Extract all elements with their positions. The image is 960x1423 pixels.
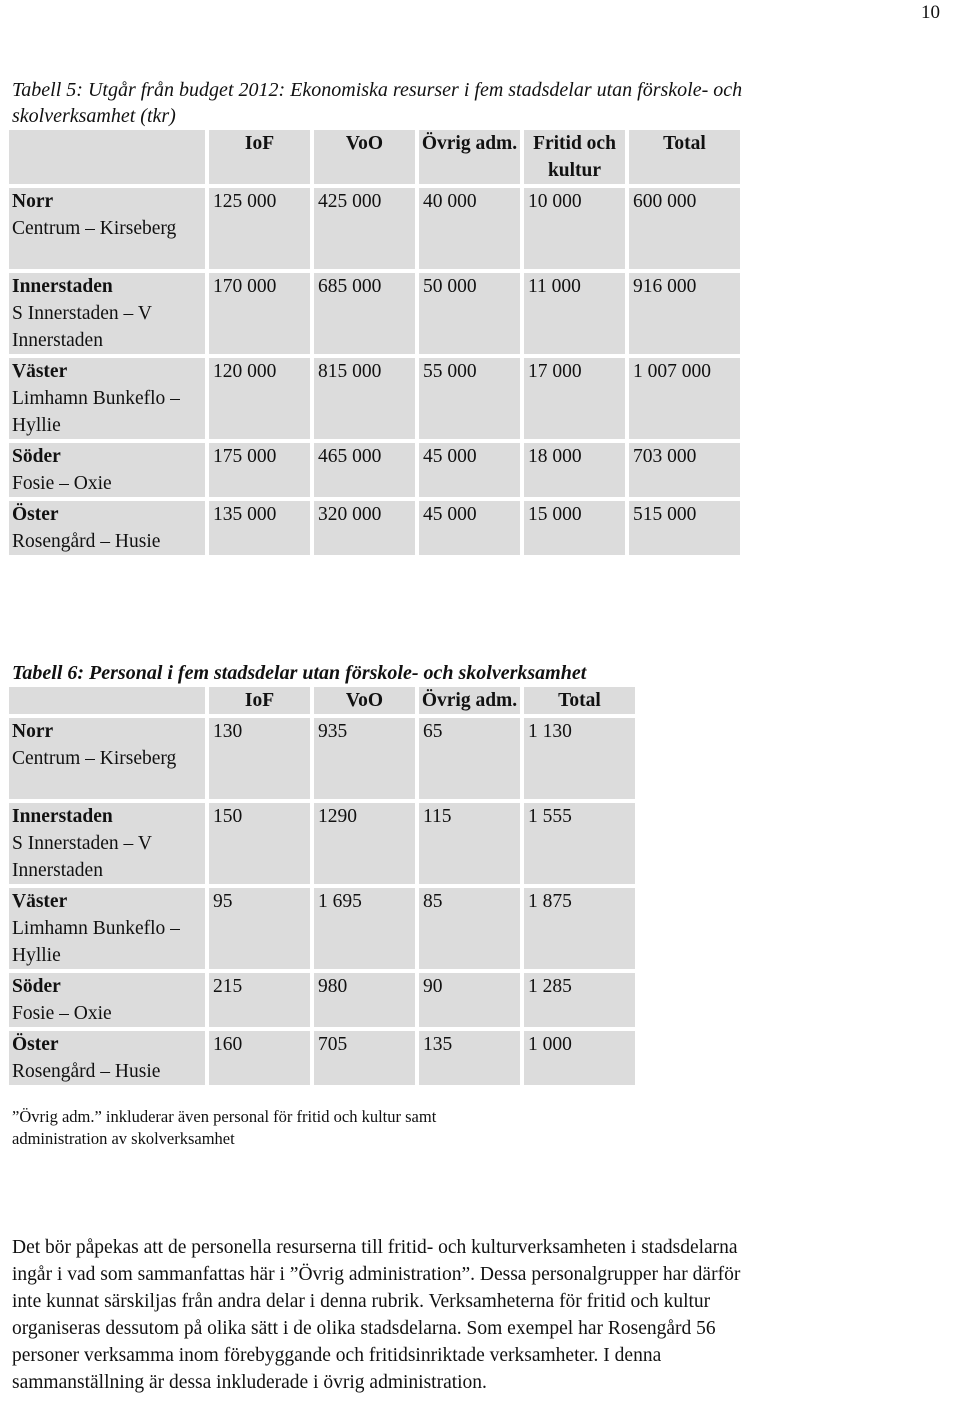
district-name: Söder (12, 976, 61, 997)
row-label (9, 1031, 205, 1085)
table-cell: 17 000 (524, 358, 625, 439)
table-cell: 175 000 (209, 443, 310, 497)
district-areas: Fosie – Oxie (12, 473, 112, 494)
table-row (9, 273, 740, 354)
table6-caption: Tabell 6: Personal i fem stadsdelar utan förskole- och skolverksamhet (12, 662, 587, 684)
table-cell: 50 000 (419, 273, 520, 354)
table-row (9, 888, 635, 969)
table-row (9, 501, 740, 555)
table-cell: 815 000 (314, 358, 415, 439)
table-cell: 1 285 (524, 973, 635, 1027)
table-cell: 1 695 (314, 888, 415, 969)
table-cell: 1 000 (524, 1031, 635, 1085)
table-row (9, 443, 740, 497)
table-cell: 18 000 (524, 443, 625, 497)
district-name: Norr (12, 721, 54, 742)
district-areas: Centrum – Kirseberg (12, 748, 177, 769)
district-name: Väster (12, 891, 68, 912)
table-row (9, 803, 635, 884)
table-cell: 10 000 (524, 188, 625, 269)
table-cell: 95 (209, 888, 310, 969)
table5 (5, 126, 744, 559)
district-areas: S Innerstaden – V Innerstaden (12, 303, 152, 351)
table6-header-row (9, 687, 635, 714)
table-cell: 1290 (314, 803, 415, 884)
table-cell: 160 (209, 1031, 310, 1085)
row-label (9, 188, 205, 269)
district-areas: Centrum – Kirseberg (12, 218, 177, 239)
table-row (9, 973, 635, 1027)
table-cell: 215 (209, 973, 310, 1027)
district-name: Innerstaden (12, 276, 113, 297)
row-label (9, 443, 205, 497)
table-cell: 705 (314, 1031, 415, 1085)
row-label (9, 803, 205, 884)
district-areas: S Innerstaden – V Innerstaden (12, 833, 152, 881)
table5-header-row (9, 130, 740, 184)
table-cell: 65 (419, 718, 520, 799)
table-cell: 130 (209, 718, 310, 799)
table6-corner-cell (9, 687, 205, 714)
district-name: Innerstaden (12, 806, 113, 827)
table5-corner-cell (9, 130, 205, 184)
table5-header-voo: VoO (314, 130, 415, 184)
table-cell: 40 000 (419, 188, 520, 269)
district-name: Öster (12, 504, 59, 525)
table5-header-total: Total (629, 130, 740, 184)
table6-footnote: ”Övrig adm.” inkluderar även personal för fritid och kultur samt administration av skolverksamhet (12, 1107, 437, 1148)
district-name: Öster (12, 1034, 59, 1055)
table-cell: 515 000 (629, 501, 740, 555)
table-cell: 125 000 (209, 188, 310, 269)
table-cell: 1 875 (524, 888, 635, 969)
table-cell: 320 000 (314, 501, 415, 555)
table-cell: 45 000 (419, 443, 520, 497)
row-label (9, 718, 205, 799)
table-cell: 85 (419, 888, 520, 969)
table-cell: 150 (209, 803, 310, 884)
row-label (9, 358, 205, 439)
table5-header-ovrig-adm: Övrig adm. (419, 130, 520, 184)
table-cell: 120 000 (209, 358, 310, 439)
table-cell: 465 000 (314, 443, 415, 497)
table-cell: 90 (419, 973, 520, 1027)
table-cell: 115 (419, 803, 520, 884)
table-cell: 980 (314, 973, 415, 1027)
district-name: Söder (12, 446, 61, 467)
table6 (5, 683, 639, 1089)
table6-header-ovrig-adm: Övrig adm. (419, 687, 520, 714)
table-cell: 1 130 (524, 718, 635, 799)
row-label (9, 888, 205, 969)
table-row (9, 718, 635, 799)
table-cell: 55 000 (419, 358, 520, 439)
table-row (9, 358, 740, 439)
table-cell: 135 000 (209, 501, 310, 555)
table-cell: 600 000 (629, 188, 740, 269)
district-areas: Limhamn Bunkeflo – Hyllie (12, 388, 180, 436)
district-name: Väster (12, 361, 68, 382)
table6-header-voo: VoO (314, 687, 415, 714)
row-label (9, 273, 205, 354)
row-label (9, 501, 205, 555)
table-cell: 170 000 (209, 273, 310, 354)
district-areas: Fosie – Oxie (12, 1003, 112, 1024)
district-areas: Limhamn Bunkeflo – Hyllie (12, 918, 180, 966)
table-cell: 11 000 (524, 273, 625, 354)
district-name: Norr (12, 191, 54, 212)
table-cell: 685 000 (314, 273, 415, 354)
district-areas: Rosengård – Husie (12, 1061, 161, 1082)
table-cell: 1 007 000 (629, 358, 740, 439)
table-cell: 135 (419, 1031, 520, 1085)
table-cell: 1 555 (524, 803, 635, 884)
table6-header-total: Total (524, 687, 635, 714)
table-cell: 15 000 (524, 501, 625, 555)
table-cell: 916 000 (629, 273, 740, 354)
row-label (9, 973, 205, 1027)
table-row (9, 1031, 635, 1085)
district-areas: Rosengård – Husie (12, 531, 161, 552)
table-cell: 45 000 (419, 501, 520, 555)
table-cell: 425 000 (314, 188, 415, 269)
body-paragraph: Det bör påpekas att de personella resurserna till fritid- och kulturverksamheten i stadsdelarna ingår i vad som sammanfattas här i ”Övrig administration”. Dessa personalgrupper har därför inte kunnat särskiljas från andra delar i denna rubrik. Verksamheterna för fritid och kultur organiseras dessutom på olika sätt i de olika stadsdelarna. Som exempel har Rosengård 56 personer verksamma inom förebyggande och fritidsinriktade verksamheter. I denna sammanställning är dessa inkluderade i övrig administration. (12, 1237, 741, 1393)
table-row (9, 188, 740, 269)
table-cell: 703 000 (629, 443, 740, 497)
page-number: 10 (921, 2, 940, 23)
table5-caption: Tabell 5: Utgår från budget 2012: Ekonomiska resurser i fem stadsdelar utan förskole- och skolverksamhet (tkr) (12, 79, 743, 127)
table5-header-fritid-kultur: Fritid och kultur (524, 130, 625, 184)
table5-header-iof: IoF (209, 130, 310, 184)
table6-header-iof: IoF (209, 687, 310, 714)
table-cell: 935 (314, 718, 415, 799)
